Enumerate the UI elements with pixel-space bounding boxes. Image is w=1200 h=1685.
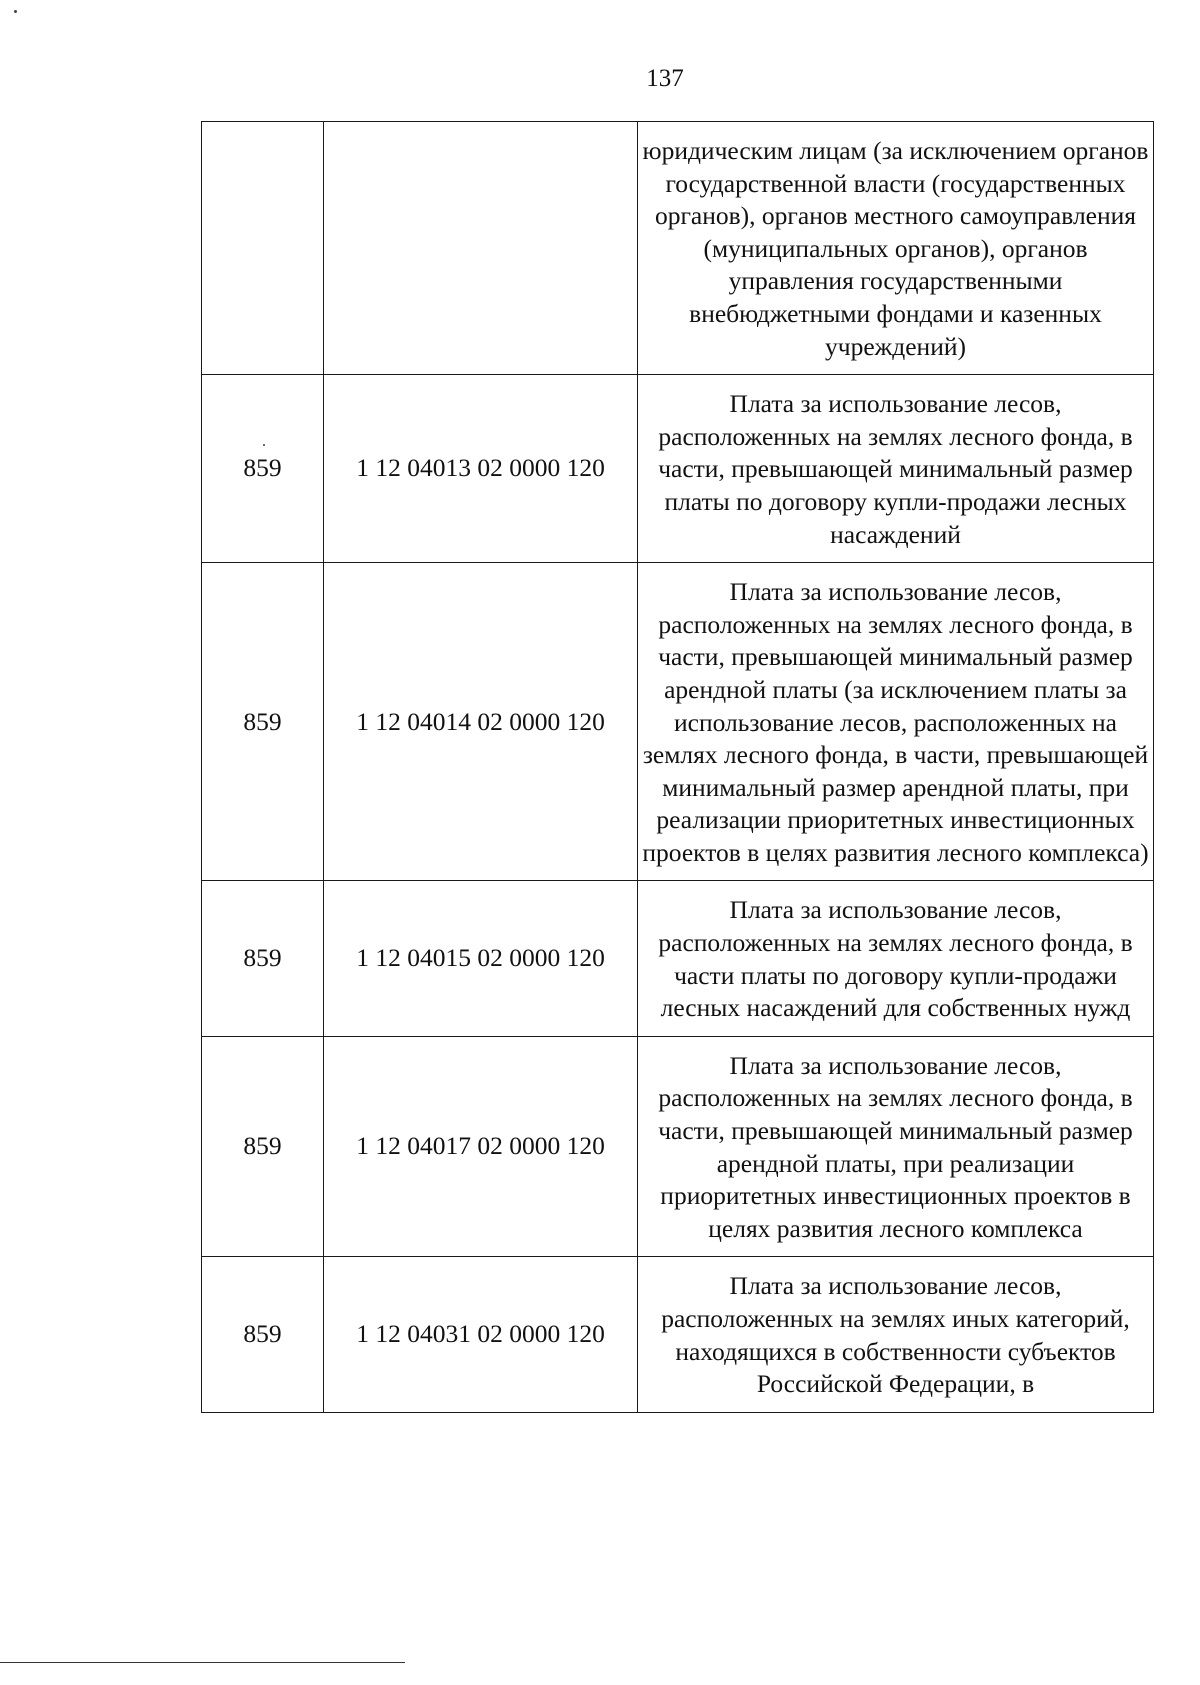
revenue-code-cell: 1 12 04014 02 0000 120 — [324, 563, 638, 881]
table-row — [202, 1036, 1154, 1257]
admin-code-cell: 859 — [202, 375, 324, 563]
revenue-code-cell: 1 12 04031 02 0000 120 — [324, 1257, 638, 1412]
revenue-code-cell: 1 12 04013 02 0000 120 — [324, 375, 638, 563]
footnote-separator-line — [0, 1662, 405, 1663]
scan-speck — [14, 10, 17, 13]
revenue-code-cell — [324, 122, 638, 375]
revenue-description-cell: Плата за использование лесов, расположенных на землях лесного фонда, в части, превышающей минимальный размер арендной платы, при реализации приоритетных инвестиционных проектов в целях развития лесного комплекса — [638, 1036, 1154, 1257]
revenue-description-cell: Плата за использование лесов, расположенных на землях лесного фонда, в части платы по договору купли-продажи лесных насаждений для собственных нужд — [638, 881, 1154, 1036]
table-row — [202, 1257, 1154, 1412]
revenue-code-cell: 1 12 04015 02 0000 120 — [324, 881, 638, 1036]
admin-code-cell: 859 — [202, 1257, 324, 1412]
table-row — [202, 881, 1154, 1036]
page-number: 137 — [646, 65, 684, 92]
revenue-code-cell: 1 12 04017 02 0000 120 — [324, 1036, 638, 1257]
admin-code-cell — [202, 122, 324, 375]
table-row — [202, 375, 1154, 563]
revenue-description-cell: Плата за использование лесов, расположенных на землях лесного фонда, в части, превышающей минимальный размер арендной платы (за исключением платы за использование лесов, расположенных на землях лесного фонда, в части, превышающей минимальный размер арендной платы, при реализации приоритетных инвестиционных проектов в целях развития лесного комплекса) — [638, 563, 1154, 881]
revenue-codes-table — [201, 121, 1154, 1413]
admin-code-cell: 859 — [202, 881, 324, 1036]
revenue-description-cell: юридическим лицам (за исключением органов государственной власти (государственных органов), органов местного самоуправления (муниципальных органов), органов управления государственными внебюджетными фондами и казенных учреждений) — [638, 122, 1154, 375]
revenue-description-cell: Плата за использование лесов, расположенных на землях иных категорий, находящихся в собственности субъектов Российской Федерации, в — [638, 1257, 1154, 1412]
scan-speck — [263, 444, 265, 446]
admin-code-cell: 859 — [202, 1036, 324, 1257]
table-row — [202, 122, 1154, 375]
admin-code-cell: 859 — [202, 563, 324, 881]
revenue-description-cell: Плата за использование лесов, расположенных на землях лесного фонда, в части, превышающей минимальный размер платы по договору купли-продажи лесных насаждений — [638, 375, 1154, 563]
table-row — [202, 563, 1154, 881]
